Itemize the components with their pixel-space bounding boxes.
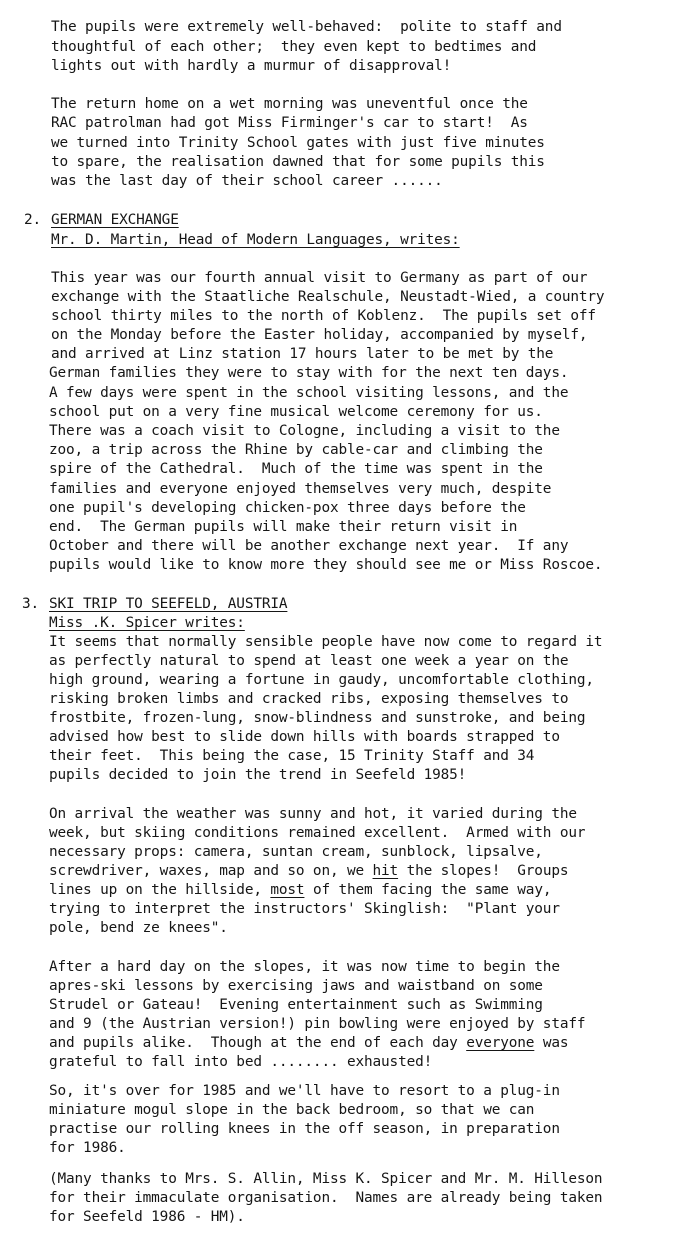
text-line: German families they were to stay with for the next ten days. <box>49 365 569 381</box>
text-line: spire of the Cathedral. Much of the time was spent in the <box>49 461 543 477</box>
section-number: 2. <box>24 212 42 228</box>
text-line: pupils would like to know more they should see me or Miss Roscoe. <box>49 557 603 573</box>
text-line: week, but skiing conditions remained excellent. Armed with our <box>49 825 586 841</box>
text-line: for 1986. <box>49 1140 126 1156</box>
text-line: trying to interpret the instructors' Skinglish: "Plant your <box>49 901 560 917</box>
text-line: their feet. This being the case, 15 Trinity Staff and 34 <box>49 748 535 764</box>
text-line: miniature mogul slope in the back bedroom, so that we can <box>49 1102 535 1118</box>
text-line: and 9 (the Austrian version!) pin bowling were enjoyed by staff <box>49 1016 586 1032</box>
text-line <box>49 881 551 900</box>
text-line: thoughtful of each other; they even kept to bedtimes and <box>51 39 537 55</box>
text-fragment: of them facing the same way, <box>304 882 552 898</box>
underlined-word: hit <box>372 863 399 879</box>
text-line: October and there will be another exchange next year. If any <box>49 538 569 554</box>
text-line: Strudel or Gateau! Evening entertainment such as Swimming <box>49 997 543 1013</box>
text-line <box>49 1034 568 1053</box>
text-line: zoo, a trip across the Rhine by cable-car and climbing the <box>49 442 543 458</box>
section-heading: GERMAN EXCHANGE <box>51 212 179 228</box>
text-fragment: the slopes! Groups <box>398 863 569 879</box>
text-line: (Many thanks to Mrs. S. Allin, Miss K. Spicer and Mr. M. Hilleson <box>49 1171 603 1187</box>
text-line: frostbite, frozen-lung, snow-blindness and sunstroke, and being <box>49 710 586 726</box>
text-line: practise our rolling knees in the off season, in preparation <box>49 1121 560 1137</box>
text-line: lights out with hardly a murmur of disapproval! <box>51 58 452 74</box>
text-line: On arrival the weather was sunny and hot, it varied during the <box>49 806 577 822</box>
text-line: school put on a very fine musical welcome ceremony for us. <box>49 404 543 420</box>
text-line: pole, bend ze knees". <box>49 920 228 936</box>
text-line: It seems that normally sensible people have now come to regard it <box>49 634 603 650</box>
text-line: apres-ski lessons by exercising jaws and waistband on some <box>49 978 543 994</box>
text-line: The pupils were extremely well-behaved: polite to staff and <box>51 19 562 35</box>
text-line: families and everyone enjoyed themselves very much, despite <box>49 481 552 497</box>
text-line: end. The German pupils will make their return visit in <box>49 519 518 535</box>
text-line: one pupil's developing chicken-pox three days before the <box>49 500 526 516</box>
text-line: This year was our fourth annual visit to Germany as part of our <box>51 270 588 286</box>
text-line: for Seefeld 1986 - HM). <box>49 1209 245 1225</box>
text-line: There was a coach visit to Cologne, including a visit to the <box>49 423 560 439</box>
text-line: pupils decided to join the trend in Seefeld 1985! <box>49 767 467 783</box>
underlined-word: everyone <box>466 1035 535 1051</box>
section-heading: SKI TRIP TO SEEFELD, AUSTRIA <box>49 596 288 612</box>
text-line: for their immaculate organisation. Names are already being taken <box>49 1190 603 1206</box>
text-fragment: lines up on the hillside, <box>49 882 271 898</box>
text-line: risking broken limbs and cracked ribs, exposing themselves to <box>49 691 569 707</box>
text-line: necessary props: camera, suntan cream, sunblock, lipsalve, <box>49 844 543 860</box>
section-byline: Miss .K. Spicer writes: <box>49 615 245 631</box>
text-line: and arrived at Linz station 17 hours later to be met by the <box>51 346 554 362</box>
text-line: high ground, wearing a fortune in gaudy, uncomfortable clothing, <box>49 672 594 688</box>
text-line: A few days were spent in the school visiting lessons, and the <box>49 385 569 401</box>
text-line: exchange with the Staatliche Realschule, Neustadt-Wied, a country <box>51 289 605 305</box>
text-line: The return home on a wet morning was uneventful once the <box>51 96 528 112</box>
section-byline: Mr. D. Martin, Head of Modern Languages, writes: <box>51 232 460 248</box>
text-fragment: and pupils alike. Though at the end of each day <box>49 1035 467 1051</box>
text-fragment: was <box>534 1035 569 1051</box>
text-line: So, it's over for 1985 and we'll have to resort to a plug-in <box>49 1083 560 1099</box>
text-line: school thirty miles to the north of Koblenz. The pupils set off <box>51 308 596 324</box>
text-fragment: screwdriver, waxes, map and so on, we <box>49 863 373 879</box>
underlined-word: most <box>270 882 305 898</box>
text-line: on the Monday before the Easter holiday, accompanied by myself, <box>51 327 588 343</box>
text-line: RAC patrolman had got Miss Firminger's car to start! As <box>51 115 528 131</box>
text-line: After a hard day on the slopes, it was now time to begin the <box>49 959 560 975</box>
text-line: grateful to fall into bed ........ exhausted! <box>49 1054 433 1070</box>
text-line: as perfectly natural to spend at least one week a year on the <box>49 653 569 669</box>
text-line: we turned into Trinity School gates with just five minutes <box>51 135 545 151</box>
section-number: 3. <box>22 596 40 612</box>
text-line: advised how best to slide down hills with boards strapped to <box>49 729 560 745</box>
text-line: was the last day of their school career ...... <box>51 173 443 189</box>
text-line <box>49 862 568 881</box>
text-line: to spare, the realisation dawned that for some pupils this <box>51 154 545 170</box>
